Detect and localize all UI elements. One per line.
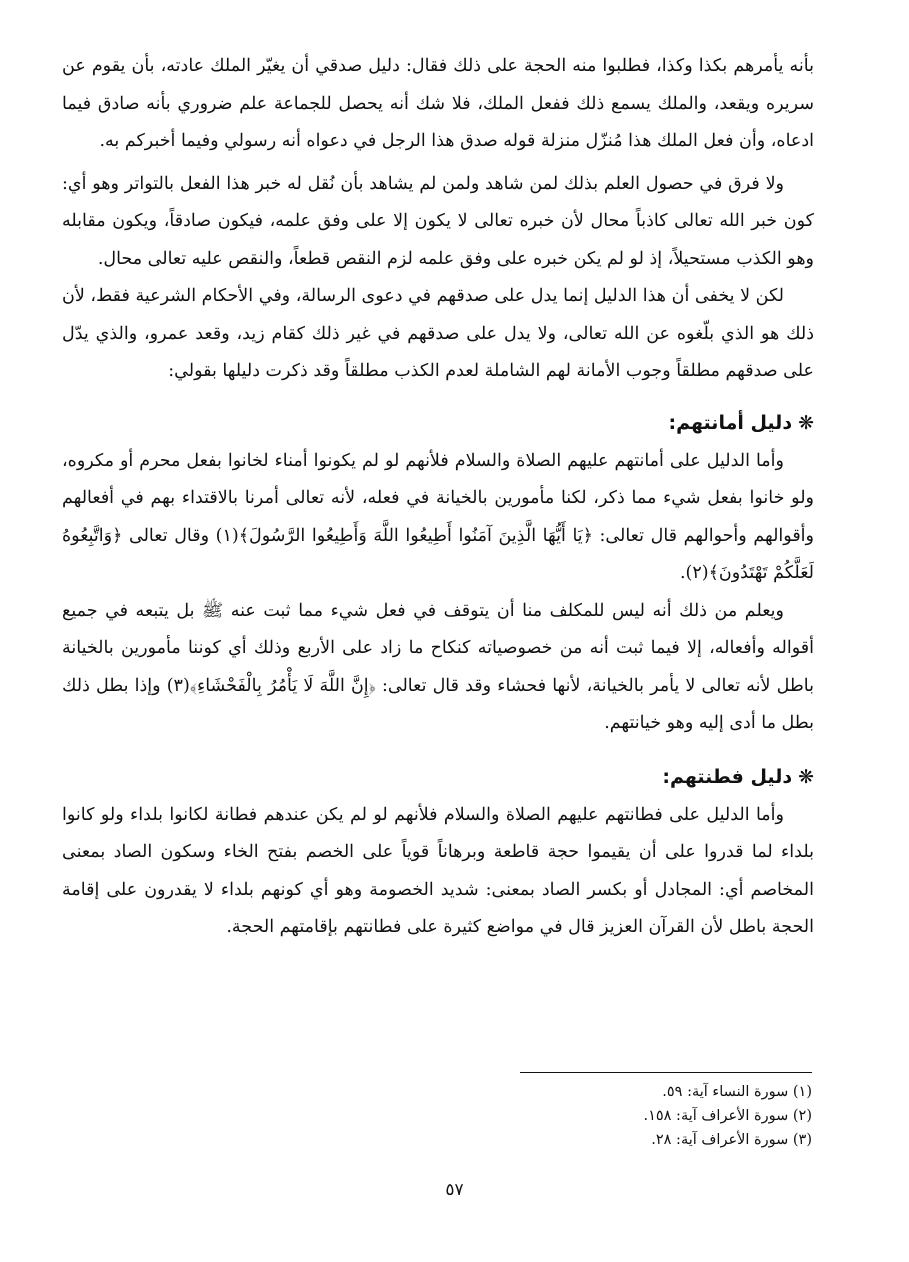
paragraph: وأما الدليل على فطانتهم عليهم الصلاة والسلام فلأنهم لو لم يكن عندهم فطانة لكانوا بلداء ولو كانوا بلداء لما قدروا على أن يقيموا حجة قاطعة وبرهاناً قوياً على الخصم بفتح الخاء وسكون الصاد بمعنى المخاصم أي: المجادل أو بكسر الصاد بمعنى: شديد الخصومة وهو أي كونهم بلداء لا يقدرون على إقامة الحجة باطل لأن القرآن العزيز قال في مواضع كثيرة على فطانتهم بإقامتهم الحجة.	[62, 804, 814, 937]
paragraph: وأما الدليل على أمانتهم عليهم الصلاة والسلام فلأنهم لو لم يكونوا أمناء لخانوا بفعل محرم أو مكروه، ولو خانوا بفعل شيء مما ذكر، لكنا مأمورين بالخيانة في فعله، لأنه تعالى أمرنا بالاقتداء بهم في أفعالهم وأقوالهم وأحوالهم قال تعالى: ﴿يَا أَيُّهَا الَّذِينَ آمَنُوا أَطِيعُوا اللَّهَ وَأَطِيعُوا الرَّسُولَ﴾(١) وقال تعالى ﴿وَاتَّبِعُوهُ لَعَلَّكُمْ تَهْتَدُونَ﴾(٢).	[62, 450, 814, 583]
paragraph: لكن لا يخفى أن هذا الدليل إنما يدل على صدقهم في دعوى الرسالة، وفي الأحكام الشرعية فقط، لأن ذلك هو الذي بلّغوه عن الله تعالى، ولا يدل على صدقهم في غير ذلك كقام زيد، وقعد عمرو، والذي يدّل على صدقهم مطلقاً وجوب الأمانة لهم الشاملة لعدم الكذب مطلقاً وقد ذكرت دليلها بقولي:	[62, 286, 814, 381]
star-icon: ❋	[798, 411, 814, 434]
page-number: ٥٧	[445, 1180, 464, 1200]
page-body	[62, 48, 814, 947]
section-title: دليل أمانتهم:	[668, 411, 793, 434]
footnotes	[520, 1080, 812, 1152]
footnote: (٢) سورة الأعراف آية: ١٥٨.	[643, 1108, 812, 1124]
footnote: (٣) سورة الأعراف آية: ٢٨.	[651, 1132, 812, 1148]
section-heading-fatanah	[62, 757, 814, 797]
section-heading-amanah	[62, 403, 814, 443]
footnote-separator	[520, 1072, 812, 1073]
star-icon: ❋	[798, 765, 814, 788]
paragraph: ويعلم من ذلك أنه ليس للمكلف منا أن يتوقف في فعل شيء مما ثبت عنه ﷺ بل يتبعه في جميع أقواله وأفعاله، إلا فيما ثبت أنه من خصوصياته كنكاح ما زاد على الأربع وذلك أي كوننا مأمورين بالخيانة باطل لأنه تعالى لا يأمر بالخيانة، لأنها فحشاء وقد قال تعالى: ﴿إِنَّ اللَّهَ لَا يَأْمُرُ بِالْفَحْشَاءِ﴾(٣) وإذا بطل ذلك بطل ما أدى إليه وهو خيانتهم.	[62, 600, 814, 733]
paragraph: ولا فرق في حصول العلم بذلك لمن شاهد ولمن لم يشاهد بأن نُقل له خبر هذا الفعل بالتواتر وهو أي: كون خبر الله تعالى كاذباً محال لأن خبره تعالى لا يكون إلا على وفق علمه، فيكون صادقاً، ويكون مقابله وهو الكذب مستحيلاً، إذ لو لم يكن خبره على وفق علمه لزم النقص قطعاً، والنقص عليه تعالى محال.	[62, 173, 814, 269]
section-title: دليل فطنتهم:	[662, 765, 793, 788]
footnote: (١) سورة النساء آية: ٥٩.	[662, 1084, 812, 1100]
paragraph: بأنه يأمرهم بكذا وكذا، فطلبوا منه الحجة على ذلك فقال: دليل صدقي أن يغيّر الملك عادته، بأن يقوم عن سريره ويقعد، والملك يسمع ذلك ففعل الملك، فلا شك أنه يحصل للجماعة علم ضروري بأنه صادق فيما ادعاه، وأن فعل الملك هذا مُنزّل منزلة قوله صدق هذا الرجل في دعواه أنه رسولي وفيما أخبركم به.	[62, 56, 814, 151]
